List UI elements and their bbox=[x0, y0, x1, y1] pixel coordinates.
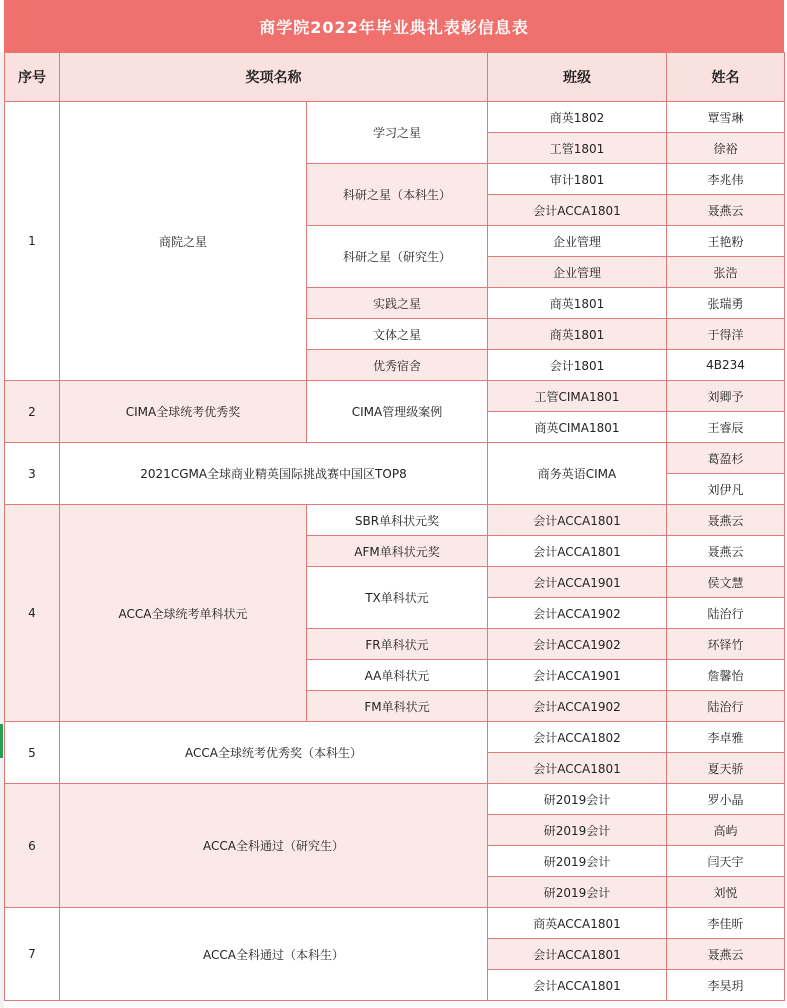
cell-award[interactable]: 商院之星 bbox=[60, 102, 307, 381]
cell-award[interactable]: ACCA全科通过（本科生） bbox=[60, 908, 488, 1001]
cell-name[interactable]: 夏天骄 bbox=[667, 753, 785, 784]
cell-class[interactable]: 研2019会计 bbox=[488, 815, 667, 846]
cell-name[interactable]: 高屿 bbox=[667, 815, 785, 846]
spreadsheet bbox=[4, 0, 784, 1008]
cell-award[interactable]: ACCA全球统考优秀奖（本科生） bbox=[60, 722, 488, 784]
cell-class[interactable]: 会计ACCA1902 bbox=[488, 629, 667, 660]
cell-name[interactable]: 于得洋 bbox=[667, 319, 785, 350]
cell-name[interactable]: 李佳昕 bbox=[667, 908, 785, 939]
table-row bbox=[5, 443, 785, 474]
cell-subaward[interactable]: FM单科状元 bbox=[307, 691, 488, 722]
cell-subaward[interactable]: TX单科状元 bbox=[307, 567, 488, 629]
cell-name[interactable]: 刘悦 bbox=[667, 877, 785, 908]
cell-name[interactable]: 聂燕云 bbox=[667, 536, 785, 567]
cell-name[interactable]: 刘卿予 bbox=[667, 381, 785, 412]
cell-name[interactable]: 张浩 bbox=[667, 257, 785, 288]
cell-name[interactable]: 覃雪琳 bbox=[667, 102, 785, 133]
cell-name[interactable]: 葛盈杉 bbox=[667, 443, 785, 474]
cell-award[interactable]: CIMA全球统考优秀奖 bbox=[60, 381, 307, 443]
cell-no[interactable]: 6 bbox=[5, 784, 60, 908]
cell-subaward[interactable]: SBR单科状元奖 bbox=[307, 505, 488, 536]
cell-name[interactable]: 李卓雅 bbox=[667, 722, 785, 753]
table-row bbox=[5, 908, 785, 939]
cell-name[interactable]: 罗小晶 bbox=[667, 784, 785, 815]
cell-subaward[interactable]: 科研之星（本科生） bbox=[307, 164, 488, 226]
cell-name[interactable]: 陆治行 bbox=[667, 691, 785, 722]
cell-class[interactable]: 会计ACCA1801 bbox=[488, 939, 667, 970]
cell-name[interactable]: 李兆伟 bbox=[667, 164, 785, 195]
cell-class[interactable]: 会计ACCA1801 bbox=[488, 753, 667, 784]
cell-subaward[interactable]: 实践之星 bbox=[307, 288, 488, 319]
cell-class[interactable]: 审计1801 bbox=[488, 164, 667, 195]
header-no[interactable]: 序号 bbox=[5, 53, 60, 102]
cell-class[interactable]: 工管1801 bbox=[488, 133, 667, 164]
cell-subaward[interactable]: AFM单科状元奖 bbox=[307, 536, 488, 567]
cell-class[interactable]: 会计1801 bbox=[488, 350, 667, 381]
cell-subaward[interactable]: 科研之星（研究生） bbox=[307, 226, 488, 288]
awards-table bbox=[4, 52, 785, 1001]
cell-no[interactable]: 2 bbox=[5, 381, 60, 443]
table-row bbox=[5, 784, 785, 815]
cell-name[interactable]: 李昊玥 bbox=[667, 970, 785, 1001]
cell-class[interactable]: 商英1802 bbox=[488, 102, 667, 133]
cell-name[interactable]: 4B234 bbox=[667, 350, 785, 381]
header-row bbox=[5, 53, 785, 102]
cell-name[interactable]: 陆治行 bbox=[667, 598, 785, 629]
cell-class[interactable]: 会计ACCA1902 bbox=[488, 691, 667, 722]
cell-class[interactable]: 会计ACCA1801 bbox=[488, 970, 667, 1001]
cell-name[interactable]: 环铎竹 bbox=[667, 629, 785, 660]
cell-class[interactable]: 会计ACCA1801 bbox=[488, 195, 667, 226]
cell-award[interactable]: ACCA全球统考单科状元 bbox=[60, 505, 307, 722]
cell-subaward[interactable]: AA单科状元 bbox=[307, 660, 488, 691]
cell-class[interactable]: 研2019会计 bbox=[488, 846, 667, 877]
cell-name[interactable]: 侯文慧 bbox=[667, 567, 785, 598]
table-title: 商学院2022年毕业典礼表彰信息表 bbox=[4, 0, 784, 52]
cell-subaward[interactable]: 优秀宿舍 bbox=[307, 350, 488, 381]
cell-class[interactable]: 研2019会计 bbox=[488, 784, 667, 815]
cell-class[interactable]: 商英ACCA1801 bbox=[488, 908, 667, 939]
cell-no[interactable]: 5 bbox=[5, 722, 60, 784]
cell-award[interactable]: 2021CGMA全球商业精英国际挑战赛中国区TOP8 bbox=[60, 443, 488, 505]
cell-name[interactable]: 王睿辰 bbox=[667, 412, 785, 443]
header-name[interactable]: 姓名 bbox=[667, 53, 785, 102]
cell-name[interactable]: 闫天宇 bbox=[667, 846, 785, 877]
cell-class[interactable]: 会计ACCA1901 bbox=[488, 660, 667, 691]
cell-class[interactable]: 会计ACCA1902 bbox=[488, 598, 667, 629]
cell-name[interactable]: 聂燕云 bbox=[667, 195, 785, 226]
header-award[interactable]: 奖项名称 bbox=[60, 53, 488, 102]
cell-class[interactable]: 工管CIMA1801 bbox=[488, 381, 667, 412]
cell-class[interactable]: 商务英语CIMA bbox=[488, 443, 667, 505]
cell-subaward[interactable]: CIMA管理级案例 bbox=[307, 381, 488, 443]
cell-award[interactable]: ACCA全科通过（研究生） bbox=[60, 784, 488, 908]
cell-class[interactable]: 商英1801 bbox=[488, 288, 667, 319]
cell-no[interactable]: 1 bbox=[5, 102, 60, 381]
cell-no[interactable]: 7 bbox=[5, 908, 60, 1001]
cell-name[interactable]: 聂燕云 bbox=[667, 505, 785, 536]
cell-name[interactable]: 王艳粉 bbox=[667, 226, 785, 257]
table-body bbox=[5, 102, 785, 1001]
selection-marker bbox=[0, 724, 3, 758]
cell-name[interactable]: 刘伊凡 bbox=[667, 474, 785, 505]
cell-class[interactable]: 会计ACCA1801 bbox=[488, 505, 667, 536]
table-row bbox=[5, 381, 785, 412]
cell-name[interactable]: 詹馨怡 bbox=[667, 660, 785, 691]
cell-name[interactable]: 聂燕云 bbox=[667, 939, 785, 970]
cell-class[interactable]: 会计ACCA1801 bbox=[488, 536, 667, 567]
cell-name[interactable]: 张瑞勇 bbox=[667, 288, 785, 319]
cell-class[interactable]: 商英CIMA1801 bbox=[488, 412, 667, 443]
cell-class[interactable]: 会计ACCA1901 bbox=[488, 567, 667, 598]
header-class[interactable]: 班级 bbox=[488, 53, 667, 102]
cell-no[interactable]: 3 bbox=[5, 443, 60, 505]
cell-class[interactable]: 商英1801 bbox=[488, 319, 667, 350]
cell-subaward[interactable]: 学习之星 bbox=[307, 102, 488, 164]
cell-subaward[interactable]: 文体之星 bbox=[307, 319, 488, 350]
cell-class[interactable]: 企业管理 bbox=[488, 257, 667, 288]
cell-name[interactable]: 徐裕 bbox=[667, 133, 785, 164]
table-row bbox=[5, 102, 785, 133]
cell-class[interactable]: 企业管理 bbox=[488, 226, 667, 257]
cell-class[interactable]: 会计ACCA1802 bbox=[488, 722, 667, 753]
cell-no[interactable]: 4 bbox=[5, 505, 60, 722]
cell-subaward[interactable]: FR单科状元 bbox=[307, 629, 488, 660]
table-row bbox=[5, 722, 785, 753]
cell-class[interactable]: 研2019会计 bbox=[488, 877, 667, 908]
table-row bbox=[5, 505, 785, 536]
